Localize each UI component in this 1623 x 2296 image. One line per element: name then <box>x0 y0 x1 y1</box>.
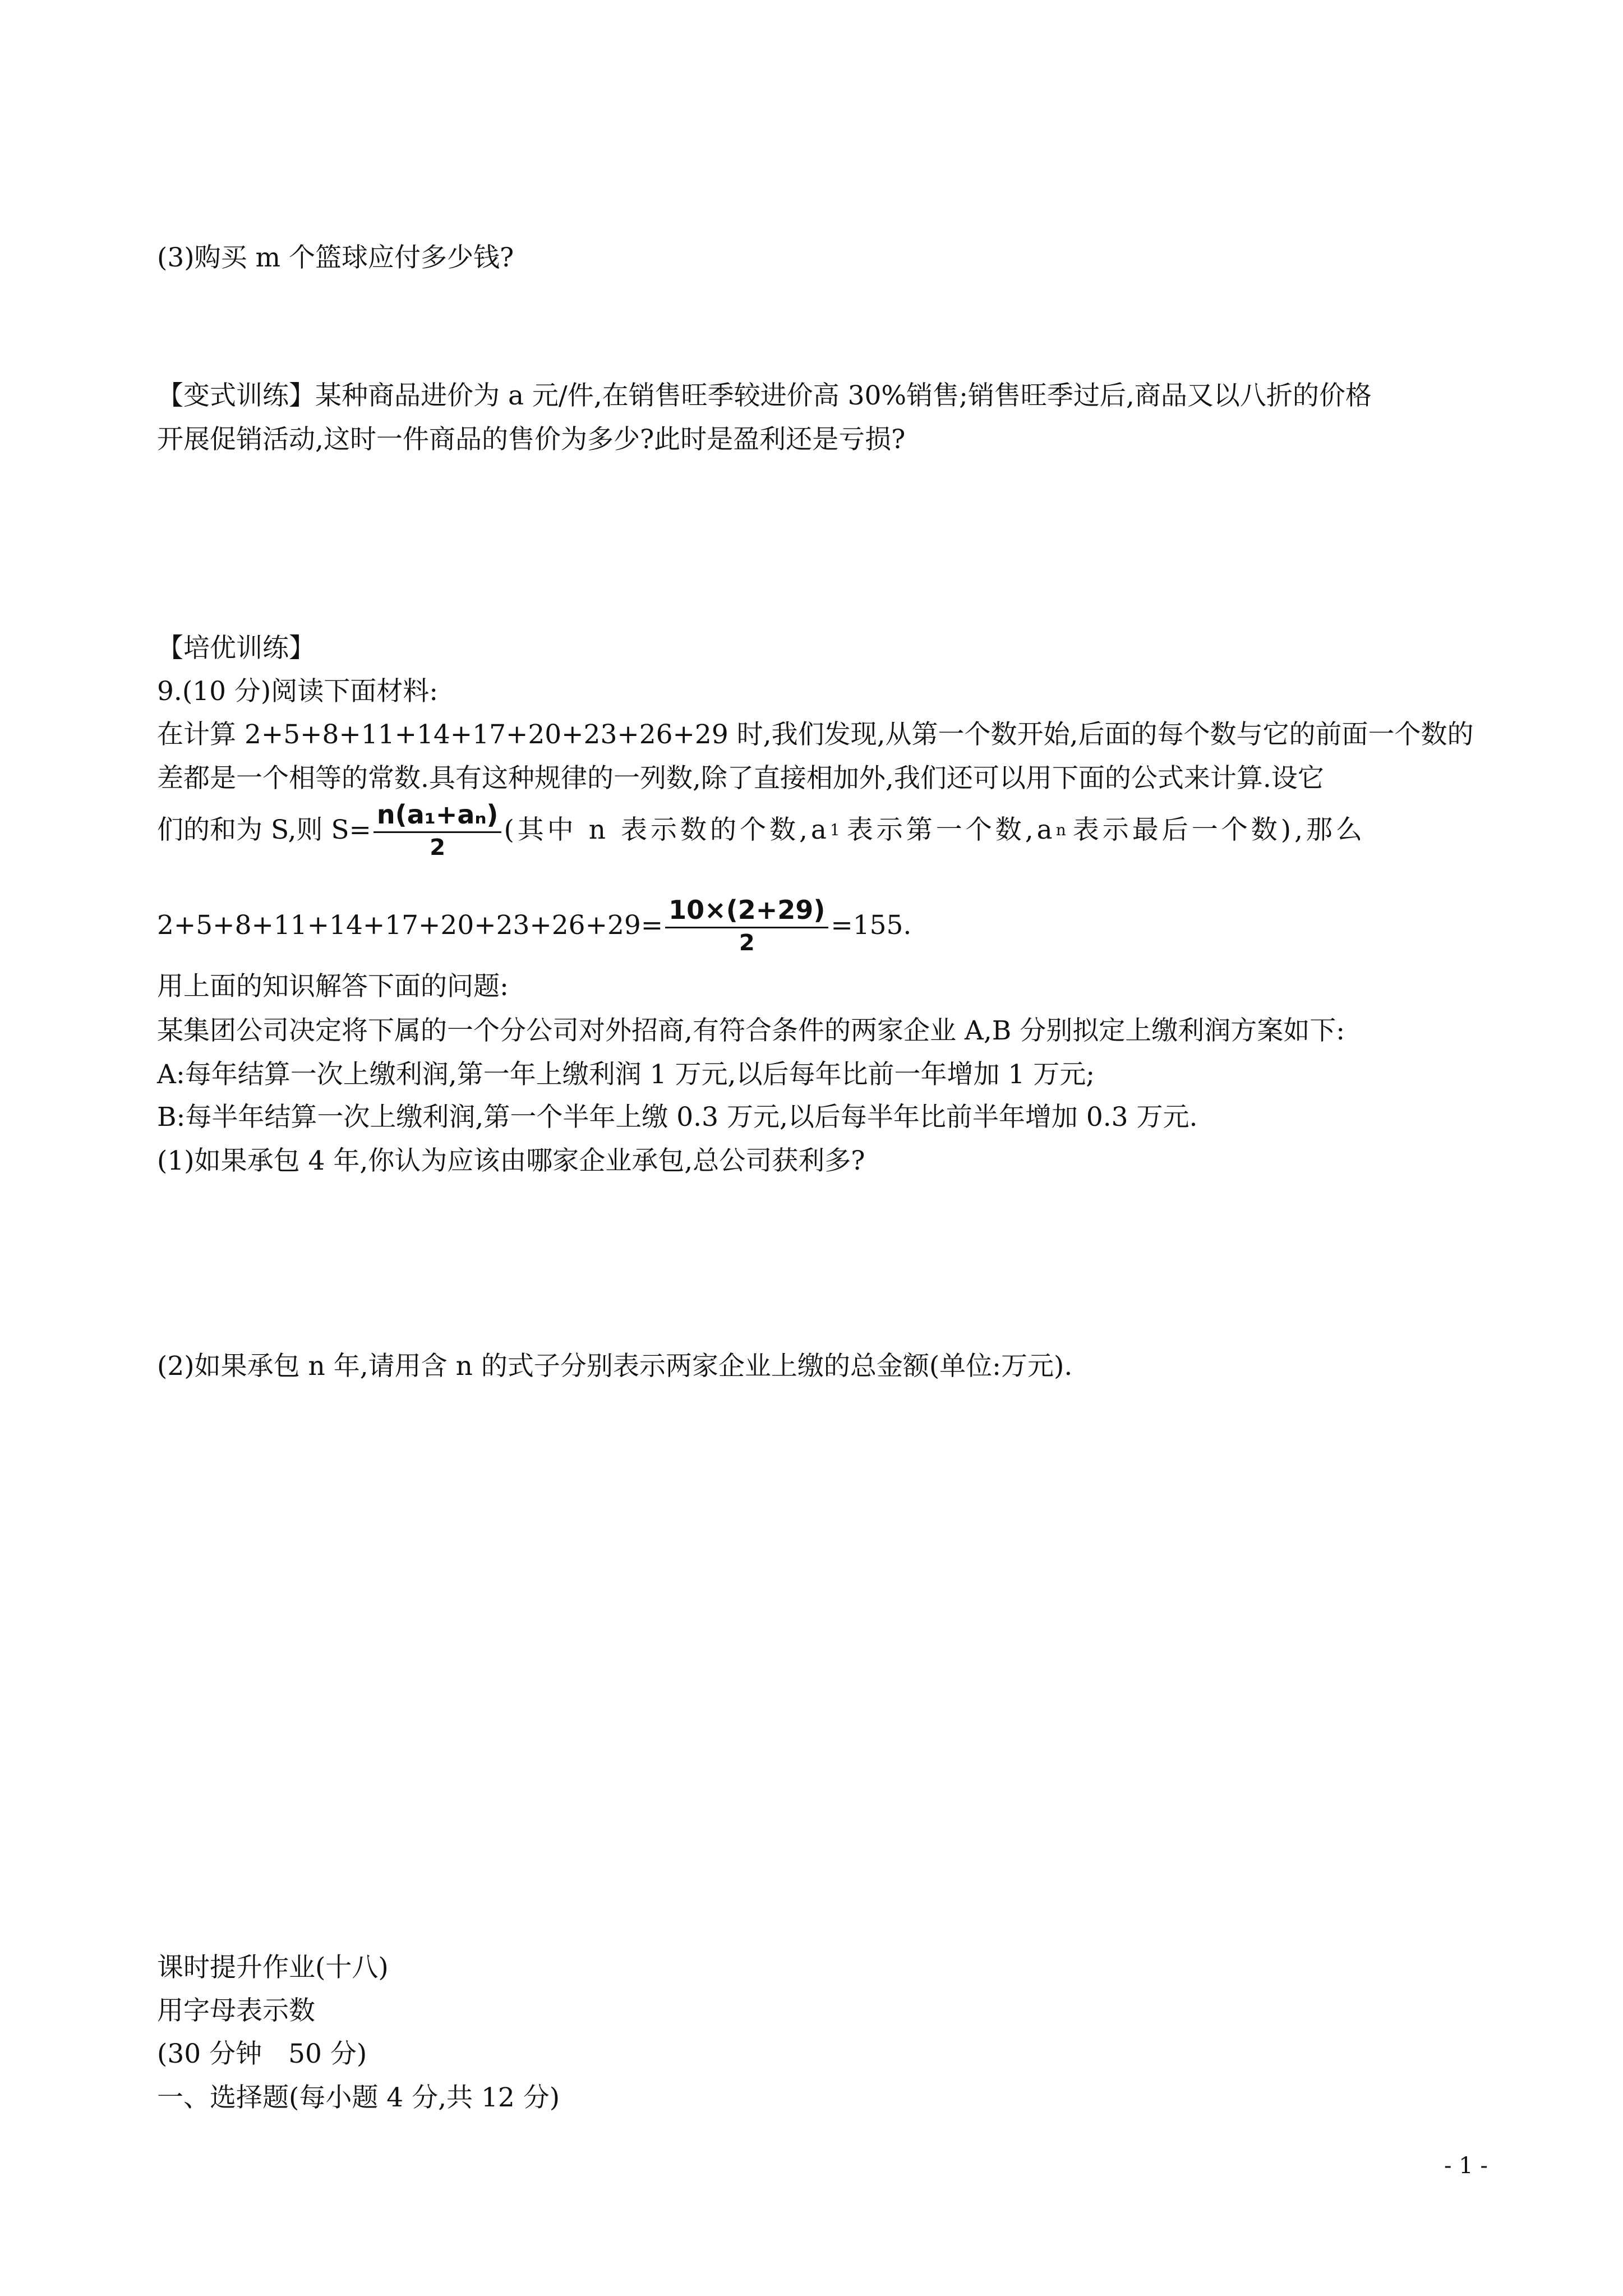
question-9-part-1: (1)如果承包 4 年,你认为应该由哪家企业承包,总公司获利多? <box>157 1145 865 1176</box>
question-9-line-1: 在计算 2+5+8+11+14+17+20+23+26+29 时,我们发现,从第一个数开始,后面的每个数与它的前面一个数的 <box>157 719 1474 750</box>
line-4-result: =155. <box>831 909 912 941</box>
question-3: (3)购买 m 个篮球应付多少钱? <box>157 242 514 273</box>
advanced-training-heading: 【培优训练】 <box>157 633 315 664</box>
variant-text-1: 【变式训练】某种商品进价为 a 元/件,在销售旺季较进价高 30%销售;销售旺季过后,商品又以八折的价格 <box>157 380 1372 411</box>
question-9-line-4 <box>157 884 911 968</box>
subscript-1: 1 <box>829 821 840 840</box>
question-9-line-2: 差都是一个相等的常数.具有这种规律的一列数,除了直接相加外,我们还可以用下面的公式来计算.设它 <box>157 763 1324 794</box>
question-9-part-2: (2)如果承包 n 年,请用含 n 的式子分别表示两家企业上缴的总金额(单位:万元). <box>157 1351 1073 1382</box>
example-numerator: 10×(2+29) <box>665 896 828 928</box>
line-3-note-c: 表示最后一个数),那么 <box>1072 814 1366 845</box>
page-number: - 1 - <box>1444 2153 1488 2179</box>
multiple-choice-section-heading: 一、选择题(每小题 4 分,共 12 分) <box>157 2082 560 2113</box>
homework-title: 课时提升作业(十八) <box>157 1952 389 1983</box>
homework-subtitle: 用字母表示数 <box>157 1995 315 2026</box>
line-3-note-b: 表示第一个数,a <box>846 814 1056 845</box>
question-9-line-6: 某集团公司决定将下属的一个分公司对外招商,有符合条件的两家企业 A,B 分别拟定上缴利润方案如下: <box>157 1015 1345 1046</box>
line-3-note-a: (其中 n 表示数的个数,a <box>504 814 830 845</box>
sum-formula-numerator: n(a₁+aₙ) <box>374 800 502 833</box>
variant-training-line-2: 开展促销活动,这时一件商品的售价为多少?此时是盈利还是亏损? <box>157 424 906 455</box>
question-9-title: 9.(10 分)阅读下面材料: <box>157 676 439 707</box>
question-9-line-7: A:每年结算一次上缴利润,第一年上缴利润 1 万元,以后每年比前一年增加 1 万元; <box>157 1059 1095 1090</box>
question-9-line-8: B:每半年结算一次上缴利润,第一个半年上缴 0.3 万元,以后每半年比前半年增加 0.3 万元. <box>157 1102 1198 1133</box>
question-9-line-5: 用上面的知识解答下面的问题: <box>157 971 509 1002</box>
line-4-prefix: 2+5+8+11+14+17+20+23+26+29= <box>157 909 663 941</box>
homework-time: (30 分钟 50 分) <box>157 2039 367 2069</box>
sum-formula-denominator: 2 <box>430 834 446 861</box>
example-denominator: 2 <box>739 930 755 956</box>
subscript-n: n <box>1055 821 1066 840</box>
variant-training-line-1 <box>157 375 1469 412</box>
sum-formula-fraction <box>374 800 502 860</box>
example-fraction <box>665 896 828 955</box>
question-9-line-3 <box>157 788 1366 872</box>
line-3-prefix: 们的和为 S,则 S= <box>157 814 371 845</box>
